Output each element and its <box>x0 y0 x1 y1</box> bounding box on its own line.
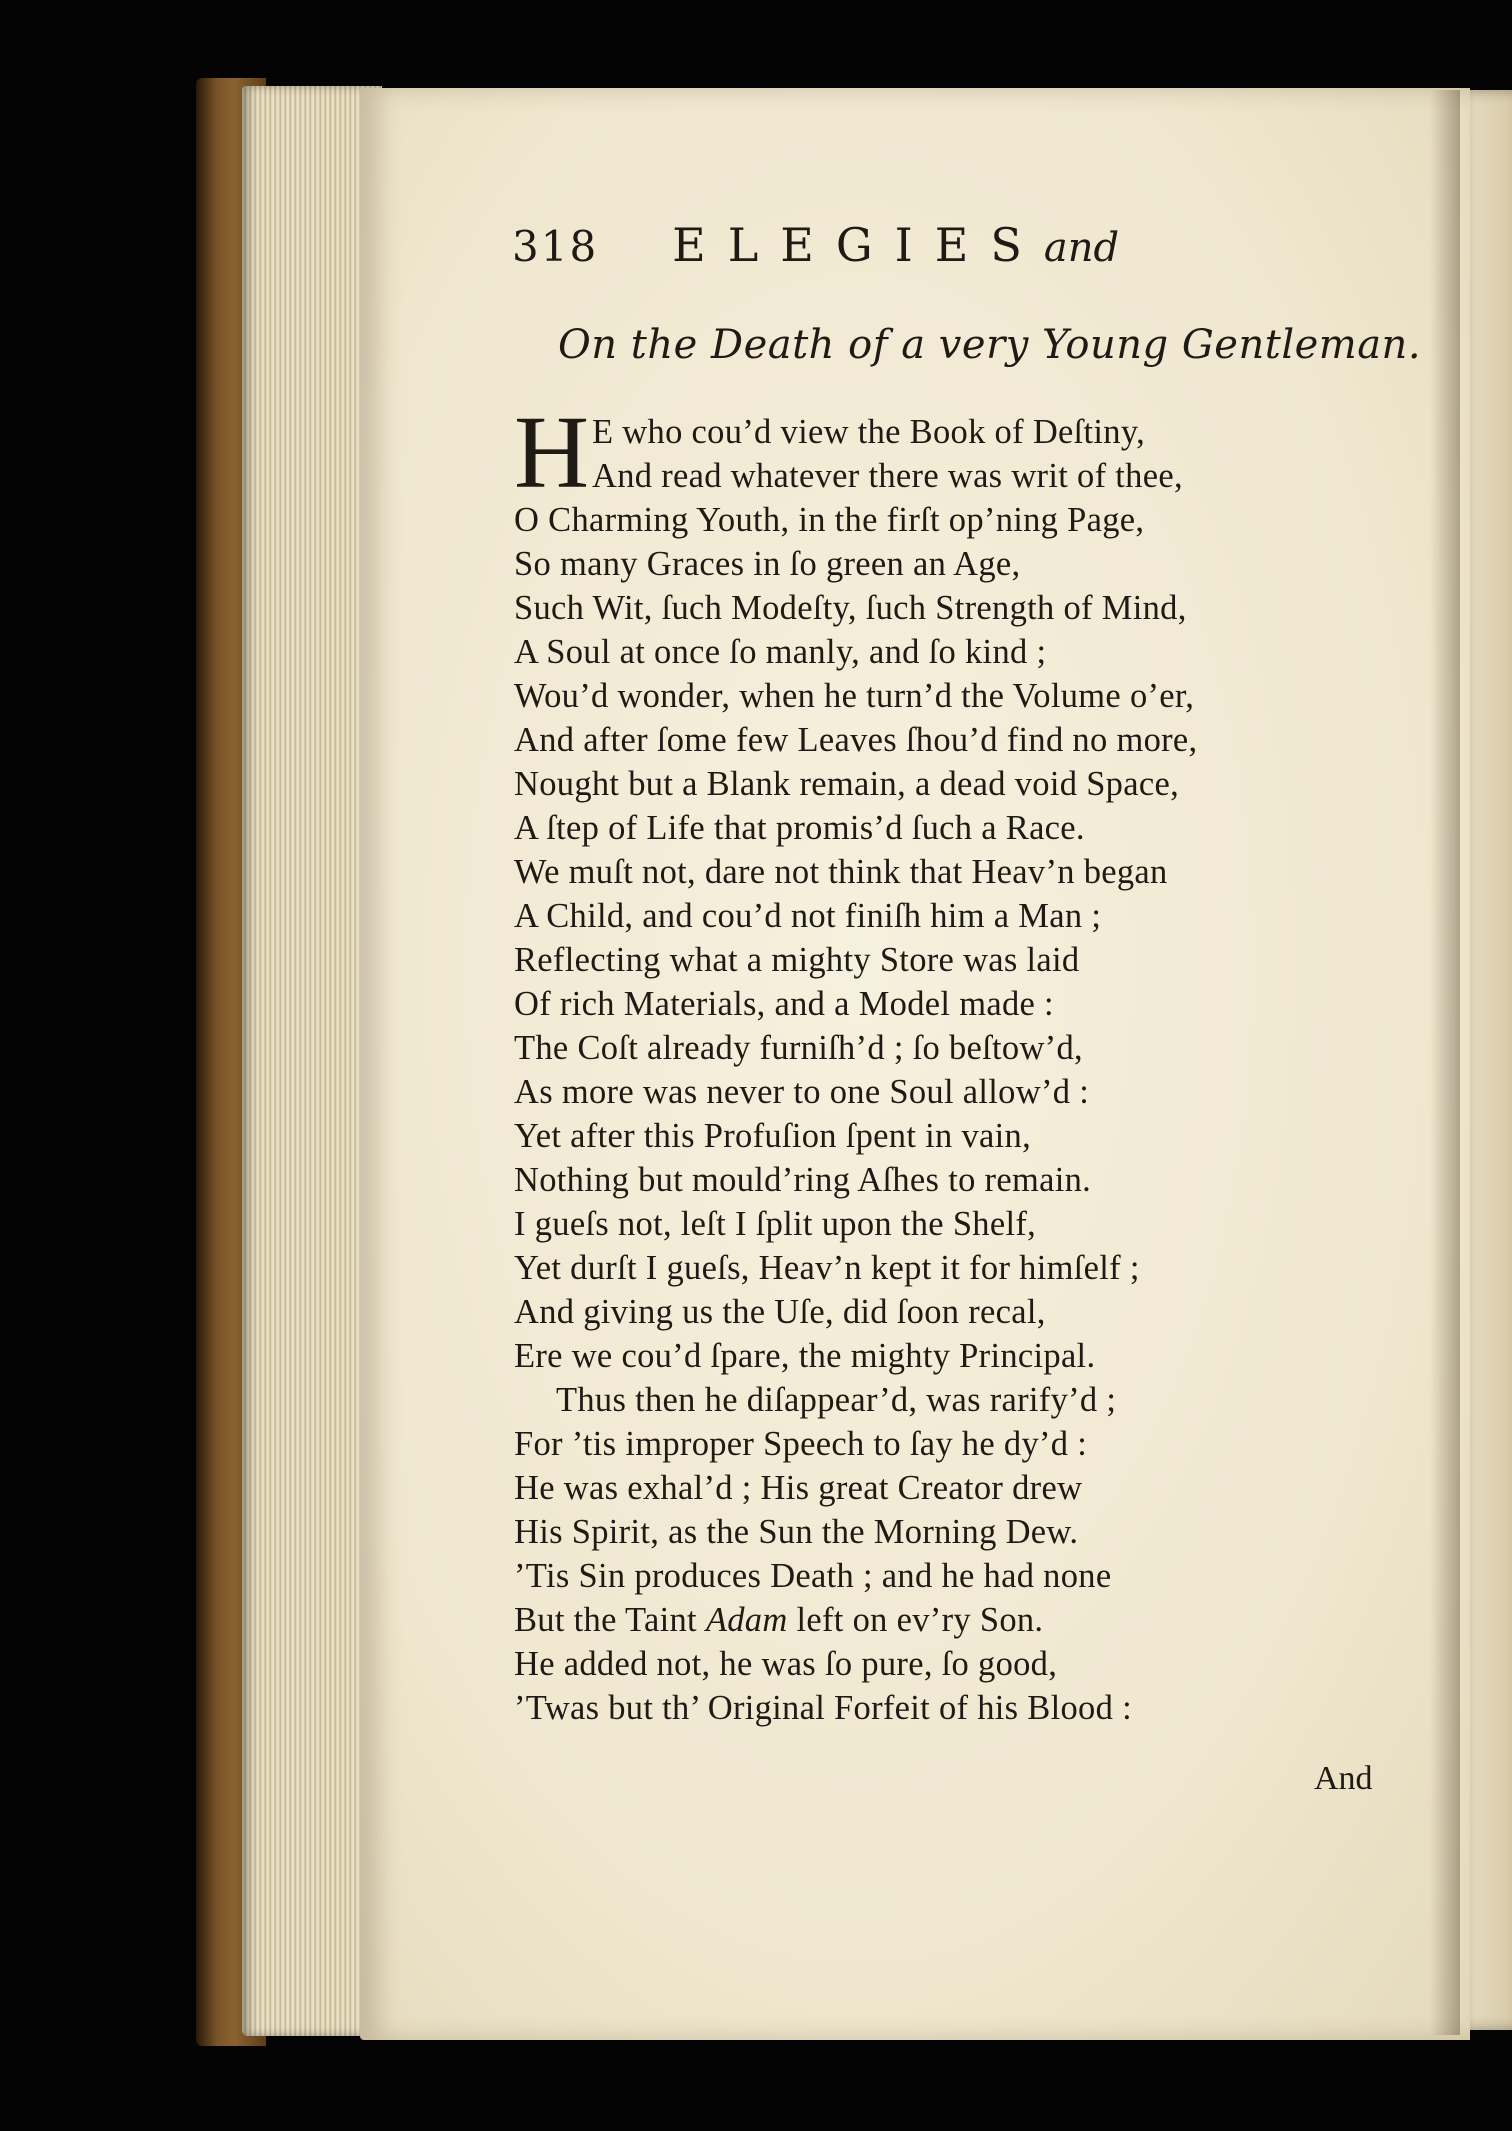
header-title: ELEGIES <box>672 218 1044 272</box>
running-header <box>512 218 1119 272</box>
poem-line: He was exhal’d ; His great Creator drew <box>514 1469 1083 1507</box>
poem-line: A Soul at once ſo manly, and ſo kind ; <box>514 633 1047 671</box>
poem-line: And after ſome few Leaves ſhou’d find no more, <box>514 721 1198 759</box>
poem-line: Nothing but mould’ring Aſhes to remain. <box>514 1161 1092 1199</box>
poem-line: And read whatever there was writ of thee, <box>592 457 1183 495</box>
poem-line: For ’tis improper Speech to ſay he dy’d : <box>514 1425 1088 1463</box>
poem-line: H E who cou’d view the Book of Deſtiny, <box>514 395 1146 510</box>
page-number: 318 <box>512 222 599 271</box>
gutter-shadow <box>1430 90 1460 2035</box>
name-adam: Adam <box>705 1601 788 1639</box>
poem-line: Ere we cou’d ſpare, the mighty Principal. <box>514 1337 1096 1375</box>
poem-line: Yet durſt I gueſs, Heav’n kept it for himſelf ; <box>514 1249 1140 1287</box>
poem-line: The Coſt already furniſh’d ; ſo beſtow’d, <box>514 1029 1083 1067</box>
poem-line: A Child, and cou’d not finiſh him a Man ; <box>514 897 1102 935</box>
poem-line: But the Taint Adam left on ev’ry Son. <box>514 1601 1044 1639</box>
drop-cap: H <box>514 395 590 510</box>
poem-line: ’Twas but th’ Original Forfeit of his Blood : <box>514 1689 1132 1727</box>
poem-line: Yet after this Profuſion ſpent in vain, <box>514 1117 1032 1155</box>
poem-line: We muſt not, dare not think that Heav’n began <box>514 853 1168 891</box>
poem-title: On the Death of a very Young Gentleman. <box>558 322 1422 368</box>
poem-line: Thus then he diſappear’d, was rarify’d ; <box>556 1381 1117 1419</box>
poem-line: As more was never to one Soul allow’d : <box>514 1073 1090 1111</box>
poem-line: Of rich Materials, and a Model made : <box>514 985 1054 1023</box>
header-title-suffix: and <box>1043 225 1120 271</box>
poem-line: O Charming Youth, in the firſt op’ning Page, <box>514 501 1145 539</box>
poem-line: Such Wit, ſuch Modeſty, ſuch Strength of Mind, <box>514 589 1187 627</box>
poem-line: And giving us the Uſe, did ſoon recal, <box>514 1293 1046 1331</box>
poem-line: Wou’d wonder, when he turn’d the Volume o’er, <box>514 677 1195 715</box>
poem-line: I gueſs not, leſt I ſplit upon the Shelf, <box>514 1205 1037 1243</box>
poem-line: A ſtep of Life that promis’d ſuch a Race. <box>514 809 1085 847</box>
poem-line: ’Tis Sin produces Death ; and he had none <box>514 1557 1112 1595</box>
poem-body <box>514 395 1374 1730</box>
poem-line: Nought but a Blank remain, a dead void Space, <box>514 765 1179 803</box>
catchword: And <box>1314 1760 1373 1797</box>
poem-line: Reflecting what a mighty Store was laid <box>514 941 1080 979</box>
poem-line: He added not, he was ſo pure, ſo good, <box>514 1645 1058 1683</box>
poem-line: So many Graces in ſo green an Age, <box>514 545 1021 583</box>
poem-line: His Spirit, as the Sun the Morning Dew. <box>514 1513 1079 1551</box>
